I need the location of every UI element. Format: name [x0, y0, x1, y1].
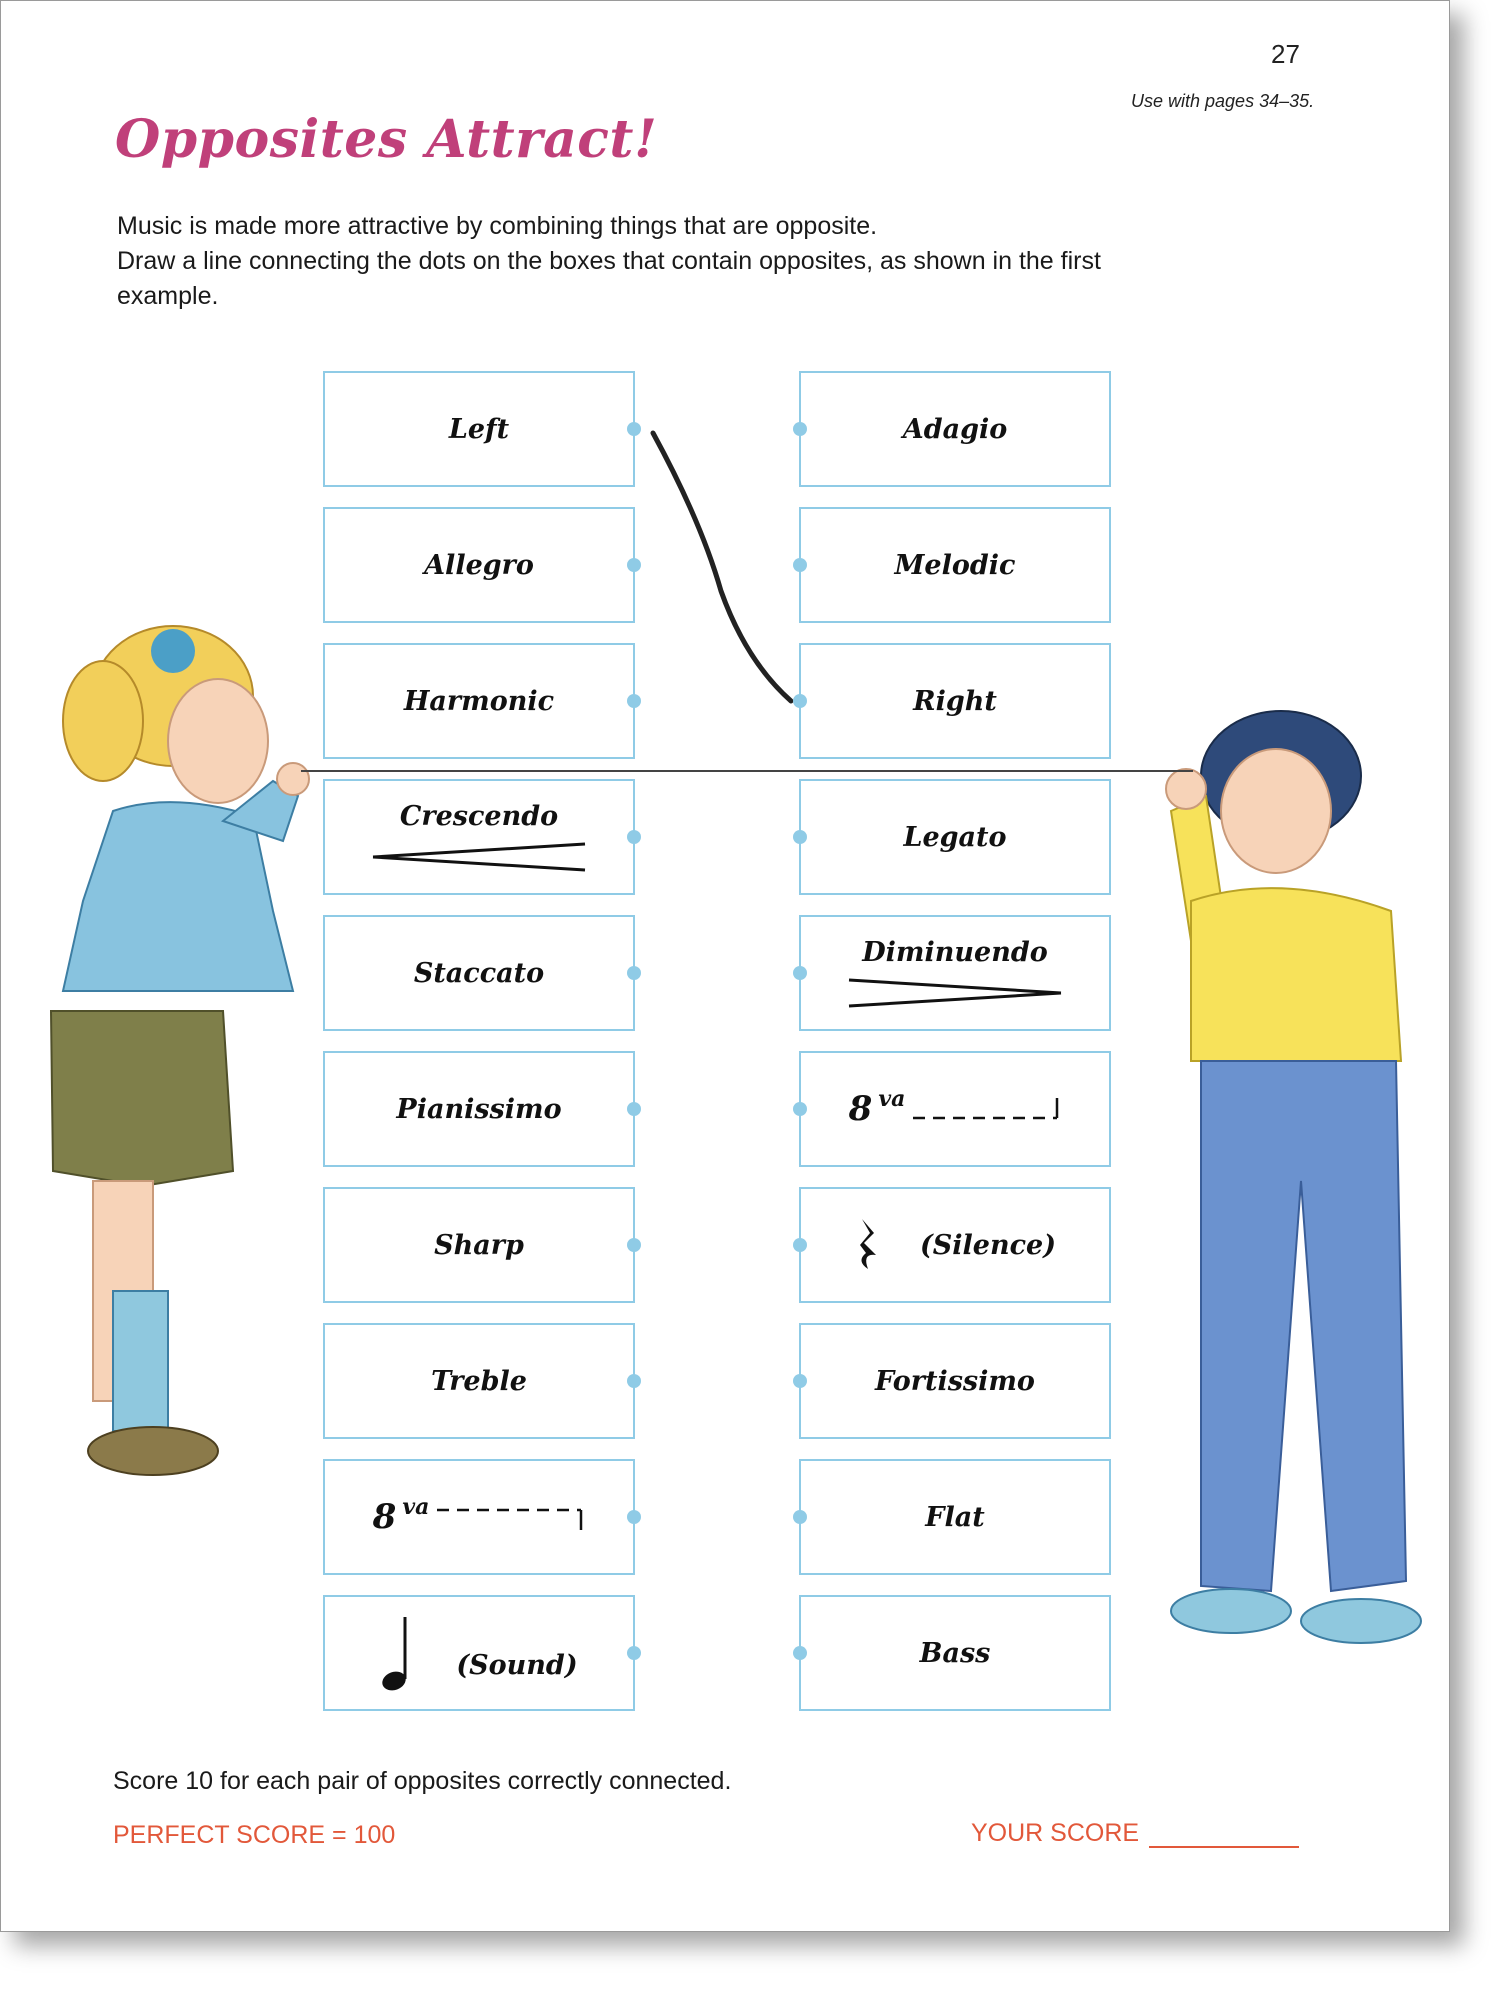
right-box-9[interactable]: [799, 1459, 1111, 1575]
right-box-dot[interactable]: [793, 1510, 807, 1524]
ottava-eight: 8: [848, 1089, 873, 1129]
right-box-dot[interactable]: [793, 966, 807, 980]
quarter-note-icon: [380, 1613, 420, 1693]
use-with-note: Use with pages 34–35.: [1131, 91, 1315, 111]
right-box-dot[interactable]: [793, 1374, 807, 1388]
right-box-label: Right: [913, 685, 997, 717]
left-box-label: Left: [448, 413, 510, 445]
right-box-8[interactable]: [799, 1323, 1111, 1439]
left-box-dot[interactable]: [627, 1510, 641, 1524]
example-connection-line: [1, 1, 1449, 1931]
right-box-label: Adagio: [902, 413, 1008, 445]
left-box-label: Allegro: [424, 549, 534, 581]
left-box-label: Staccato: [413, 957, 545, 989]
right-box-label: Bass: [919, 1637, 991, 1669]
left-box-dot[interactable]: [627, 830, 641, 844]
score-rule: Score 10 for each pair of opposites correctly connected.: [113, 1767, 732, 1795]
crescendo-hairpin-icon: [369, 840, 589, 874]
right-box-label: Fortissimo: [875, 1365, 1035, 1397]
left-box-label: Crescendo: [399, 800, 559, 832]
left-box-6[interactable]: [323, 1051, 635, 1167]
left-box-label: (Sound): [456, 1649, 578, 1681]
right-box-label: Legato: [903, 821, 1007, 853]
ottava-va: va: [878, 1086, 906, 1112]
left-box-10[interactable]: [323, 1595, 635, 1711]
left-box-dot[interactable]: [627, 1374, 641, 1388]
right-box-7[interactable]: [799, 1187, 1111, 1303]
right-box-10[interactable]: [799, 1595, 1111, 1711]
ottava-bassa-symbol: [848, 1086, 1062, 1129]
right-box-5[interactable]: [799, 915, 1111, 1031]
page-title: Opposites Attract!: [115, 109, 658, 170]
left-box-3[interactable]: [323, 643, 635, 759]
left-box-dot[interactable]: [627, 694, 641, 708]
left-box-label: Sharp: [434, 1229, 524, 1261]
right-box-3[interactable]: [799, 643, 1111, 759]
right-box-dot[interactable]: [793, 830, 807, 844]
diminuendo-hairpin-icon: [845, 976, 1065, 1010]
left-box-dot[interactable]: [627, 558, 641, 572]
right-box-label: Melodic: [894, 549, 1016, 581]
right-box-dot[interactable]: [793, 1646, 807, 1660]
ottava-eight: 8: [372, 1497, 397, 1537]
left-box-label: Treble: [431, 1365, 527, 1397]
your-score-label: YOUR SCORE: [971, 1819, 1140, 1847]
your-score: [971, 1819, 1299, 1848]
right-box-1[interactable]: [799, 371, 1111, 487]
right-box-dot[interactable]: [793, 1238, 807, 1252]
right-box-6[interactable]: [799, 1051, 1111, 1167]
left-box-dot[interactable]: [627, 422, 641, 436]
ottava-alta-bracket-icon: [435, 1502, 585, 1532]
instructions-line-1: Music is made more attractive by combining things that are opposite.: [117, 212, 878, 240]
instructions-line-2: Draw a line connecting the dots on the boxes that contain opposites, as shown in the first example.: [117, 247, 1101, 310]
left-box-dot[interactable]: [627, 1646, 641, 1660]
right-box-label: Flat: [925, 1501, 985, 1533]
left-box-9[interactable]: [323, 1459, 635, 1575]
perfect-score: PERFECT SCORE = 100: [113, 1821, 396, 1849]
right-box-2[interactable]: [799, 507, 1111, 623]
right-box-label: Diminuendo: [862, 936, 1048, 968]
left-box-1[interactable]: [323, 371, 635, 487]
left-box-8[interactable]: [323, 1323, 635, 1439]
page-number: 27: [1271, 39, 1300, 69]
left-box-4[interactable]: [323, 779, 635, 895]
right-box-label: (Silence): [920, 1229, 1056, 1261]
ottava-va: va: [402, 1494, 430, 1520]
left-box-7[interactable]: [323, 1187, 635, 1303]
left-box-dot[interactable]: [627, 966, 641, 980]
right-box-dot[interactable]: [793, 694, 807, 708]
left-box-5[interactable]: [323, 915, 635, 1031]
left-box-2[interactable]: [323, 507, 635, 623]
right-box-dot[interactable]: [793, 1102, 807, 1116]
ottava-bassa-bracket-icon: [911, 1094, 1061, 1124]
left-box-dot[interactable]: [627, 1102, 641, 1116]
right-box-dot[interactable]: [793, 558, 807, 572]
ottava-alta-symbol: [372, 1494, 586, 1537]
left-box-dot[interactable]: [627, 1238, 641, 1252]
left-box-label: Pianissimo: [396, 1093, 562, 1125]
right-box-4[interactable]: [799, 779, 1111, 895]
your-score-blank[interactable]: [1149, 1822, 1299, 1848]
left-box-label: Harmonic: [403, 685, 555, 717]
right-box-dot[interactable]: [793, 422, 807, 436]
quarter-rest-icon: [854, 1215, 884, 1275]
